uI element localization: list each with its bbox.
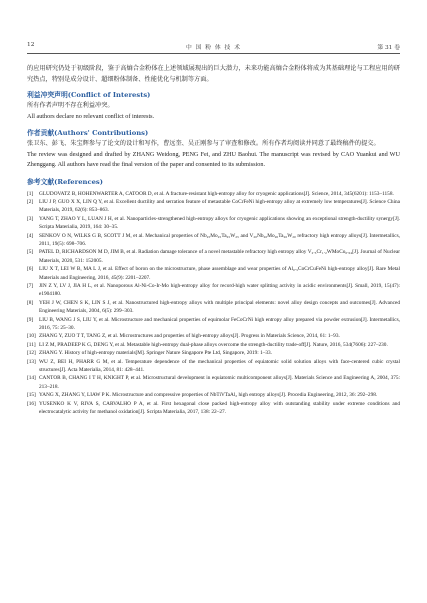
contributions-text-zh: 张卫东、彭飞、朱宝辉参与了论文的设计和写作，曹远奎、吴正刚参与了审查和修改。所有作者均阅读并同意了最终稿件的提交。	[27, 140, 380, 147]
page-number: 12	[27, 42, 35, 48]
conflict-heading: 利益冲突声明(Conflict of Interests)	[27, 91, 151, 99]
reference-number: [3]	[27, 215, 34, 222]
reference-text: YANG T, ZHAO Y L, LUAN J H, et al. Nanoparticles-strengthened high-entropy alloys for cryogenic applications showing an exceptional strength-ductility synergy[J]. Scripta Materialia, 2019, 164: 30–35.	[39, 215, 400, 231]
reference-text: SENKOV O N, WILKS G B, SCOTT J M, et al. Mechanical properties of Nb₂₅Mo₂₅Ta₂₅W₂₅ and V₂₀Nb₂₀Mo₂₀Ta₂₀W₂₀ refractory high entropy alloys[J]. Intermetallics, 2011, 19(5): 698–706.	[39, 232, 400, 247]
reference-item	[27, 374, 400, 391]
reference-text: LI Z M, PRADEEP K G, DENG Y, et al. Metastable high-entropy dual-phase alloys overcome the strength-ductility trade-off[J]. Nature, 2016, 534(7606): 227–230.	[39, 341, 388, 348]
reference-item	[27, 341, 400, 349]
reference-number: [12]	[27, 350, 36, 357]
contributions-heading: 作者贡献(Authors' Contributions)	[27, 129, 149, 137]
reference-item	[27, 391, 400, 399]
reference-item	[27, 282, 400, 299]
reference-item	[27, 349, 400, 357]
reference-number: [10]	[27, 333, 36, 340]
reference-item	[27, 400, 400, 417]
reference-text: YEH J W, CHEN S K, LIN S J, et al. Nanostructured high-entropy alloys with multiple principal elements: novel alloy design concepts and outcomes[J]. Advanced Engineering Materials, 2004, 6(5): 299–303.	[39, 299, 400, 315]
reference-item	[27, 299, 400, 316]
reference-text: YANG X, ZHANG Y, LIAW P K. Microstructure and compressive properties of NbTiVTaAl₂ high entropy alloys[J]. Procedia Engineering, 2012, 36: 292–298.	[39, 392, 378, 399]
body-paragraph: 的应用研究仍处于初级阶段，鉴于高熵合金粉体在上述领域展现出的巨大潜力，未来功能高熵合金粉体将成为其基础理论与工程应用的研究热点，特别是成分设计、超细粉体制备、性能优化与机制等方面。	[27, 65, 400, 83]
reference-item	[27, 265, 400, 282]
conflict-text-en: All authors declare no relevant conflict of interests.	[27, 112, 155, 120]
reference-text: LIU J P, GUO X X, LIN Q Y, et al. Excellent ductility and serration feature of metastable CoCrFeNi high-entropy alloy at extremely low temperatures[J]. Science China Materials, 2019, 62(6): 853–863.	[39, 198, 400, 214]
reference-item	[27, 232, 400, 249]
reference-number: [2]	[27, 198, 34, 205]
conflict-text-zh: 所有作者声明不存在利益冲突。	[27, 102, 114, 109]
reference-number: [7]	[27, 282, 34, 289]
reference-number: [6]	[27, 266, 34, 273]
reference-number: [13]	[27, 358, 36, 365]
reference-item	[27, 215, 400, 232]
reference-list	[27, 190, 400, 417]
reference-number: [9]	[27, 316, 34, 323]
main-content	[27, 64, 400, 416]
header-rule	[27, 53, 400, 54]
reference-text: PATEL D, RICHARDSON M D, JIM B, et al. Radiation damage tolerance of a novel metastable refractory high entropy alloy V₂.₅Cr₁.₂WMoCo₀.₀₄[J]. Journal of Nuclear Materials, 2020, 531: 152005.	[39, 249, 400, 264]
reference-text: LIU X T, LEI W B, MA L J, et al. Effect of boron on the microstructure, phase assemblage and wear properties of Al₀.₅CoCrCuFeNi high-entropy alloy[J]. Rare Metal Materials and Engineering, 2016, 45(9): 2201–2207.	[39, 266, 400, 281]
reference-item	[27, 248, 400, 265]
reference-text: YUSENKO K V, RIVA S, CARVALHO P A, et al. First hexagonal close packed high-entropy alloy with outstanding stability under extreme conditions and electrocatalytic activity for methanol oxidation[J]. Scripta Materialia, 2017, 138: 22–27.	[39, 400, 400, 416]
reference-item	[27, 358, 400, 375]
reference-text: LIU B, WANG J S, LIU Y, et al. Microstructure and mechanical properties of equimolar FeCoCrNi high entropy alloy prepared via powder extrusion[J]. Intermetallics, 2016, 75: 25–30.	[39, 316, 400, 331]
volume-label: 第 31 卷	[377, 45, 400, 51]
reference-number: [8]	[27, 299, 34, 306]
reference-number: [4]	[27, 232, 34, 239]
reference-number: [14]	[27, 375, 36, 382]
reference-item	[27, 198, 400, 215]
reference-number: [1]	[27, 190, 34, 197]
reference-text: JIN Z Y, LV J, JIA H L, et al. Nanoporous Al-Ni-Co-Ir-Mo high-entropy alloy for record-high water splitting activity in acidic environments[J]. Small, 2019, 15(47): e1904180.	[39, 282, 400, 298]
reference-item	[27, 332, 400, 340]
reference-number: [15]	[27, 392, 36, 399]
references-heading: 参考文献(References)	[27, 177, 103, 186]
reference-item	[27, 190, 400, 198]
reference-text: WU Z, BEI H, PHARR G M, et al. Temperature dependence of the mechanical properties of equiatomic solid solution alloys with face-centered cubic crystal structures[J]. Acta Materialia, 2014, 81: 428–441.	[39, 358, 400, 374]
reference-text: ZHANG Y, ZUO T T, TANG Z, et al. Microstructures and properties of high-entropy alloys[J]. Progress in Materials Science, 2014, 61: 1–93.	[39, 333, 340, 340]
reference-text: CANTOR B, CHANG I T H, KNIGHT P, et al. Microstructural development in equiatomic multicomponent alloys[J]. Materials Science and Engineering A, 2004, 375: 213–218.	[39, 375, 400, 390]
reference-text: ZHANG Y. History of high-entropy materials[M]. Springer Nature Singapore Pte Ltd, Singapore, 2019: 1–33.	[39, 350, 273, 357]
reference-number: [11]	[27, 341, 36, 348]
reference-number: [5]	[27, 249, 34, 256]
reference-number: [16]	[27, 400, 36, 407]
contributions-text-en: The review was designed and drafted by ZHANG Weidong, PENG Fei, and ZHU Baohui. The manuscript was revised by CAO Yuankui and WU Zhenggang. All authors have read the final version of the paper and consented to its submission.	[27, 150, 400, 168]
reference-item	[27, 316, 400, 333]
reference-text: GLUDOVATZ B, HOHENWARTER A, CATOOR D, et al. A fracture-resistant high-entropy alloy for cryogenic applications[J]. Science, 2014, 345(6201): 1153–1158.	[39, 190, 394, 197]
journal-title: 中 国 粉 体 技 术	[186, 45, 241, 51]
